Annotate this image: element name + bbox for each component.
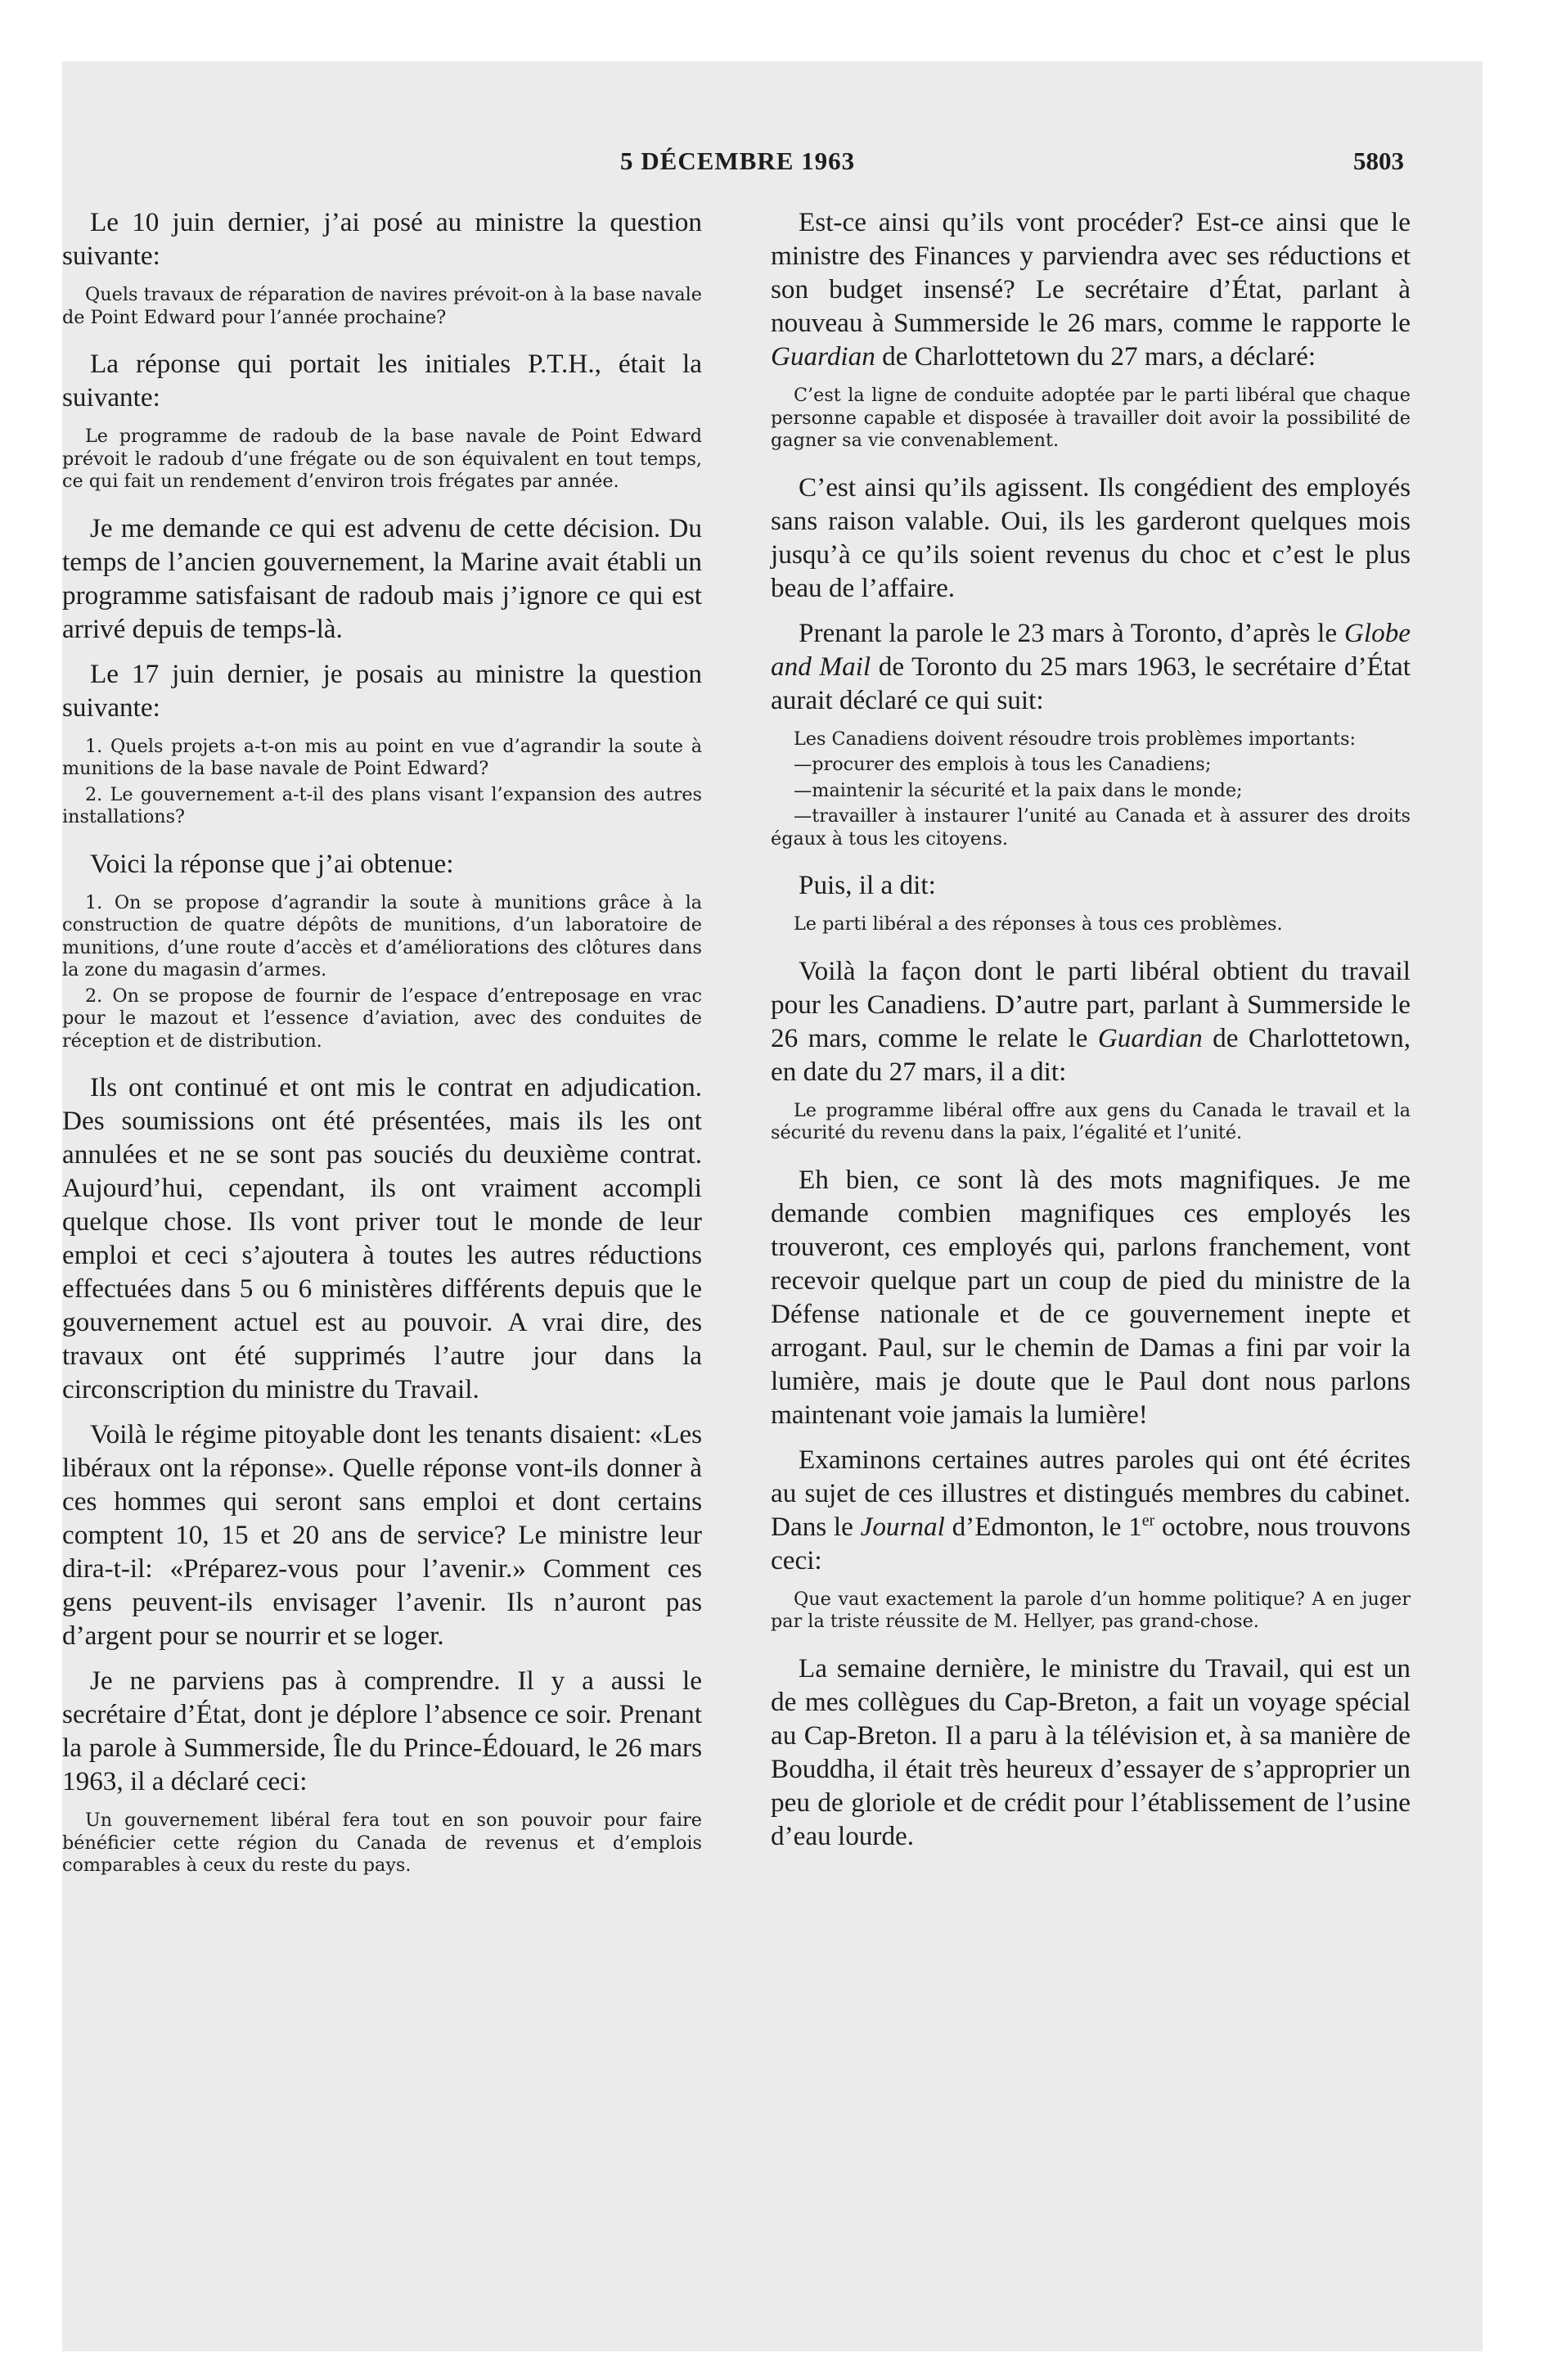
paragraph: Le 10 juin dernier, j’ai posé au ministre la question suivante: — [62, 207, 702, 271]
left-column — [62, 205, 702, 1895]
paragraph: La réponse qui portait les initiales P.T.H., était la suivante: — [62, 349, 702, 412]
page-number: 5803 — [1353, 146, 1404, 175]
paragraph: Je ne parviens pas à comprendre. Il y a aussi le secrétaire d’État, dont je déplore l’absence ce soir. Prenant la parole à Summerside, Île du Prince-Édouard, le 26 mars 1963, il a déclaré ceci: — [62, 1666, 702, 1796]
quotation: Que vaut exactement la parole d’un homme politique? A en juger par la triste réussite de M. Hellyer, pas grand-chose. — [771, 1588, 1411, 1632]
quotation: Le programme libéral offre aux gens du Canada le travail et la sécurité du revenu dans la paix, l’égalité et l’unité. — [771, 1099, 1411, 1143]
quotation: Un gouvernement libéral fera tout en son pouvoir pour faire bénéficier cette région du Canada de revenus et d’emplois comparables à ceux du reste du pays. — [62, 1810, 702, 1876]
quotation-item: 1. On se propose d’agrandir la soute à munitions grâce à la construction de quatre dépôts de munitions, d’un laboratoire de munitions, d’une route d’accès et d’améliorations des clôtures dans la zone du magasin d’armes. — [62, 891, 702, 980]
paragraph: C’est ainsi qu’ils agissent. Ils congédient des employés sans raison valable. Oui, ils les garderont quelques mois jusqu’à ce qu’ils soient revenus du choc et c’est le plus beau de l’affaire. — [771, 471, 1411, 603]
quotation: Le programme de radoub de la base navale de Point Edward prévoit le radoub d’une frégate ou de son équivalent en tout temps, ce qui fait un rendement d’environ trois frégates par année. — [62, 426, 702, 492]
paragraph: Je me demande ce qui est advenu de cette décision. Du temps de l’ancien gouvernement, la Marine avait établi un programme satisfaisant de radoub mais j’ignore ce qui est arrivé depuis de temps-là. — [62, 512, 702, 644]
scanned-page — [62, 61, 1483, 2351]
quotation: Quels travaux de réparation de navires prévoit-on à la base navale de Point Edward pour l’année prochaine? — [62, 284, 702, 328]
quotation-item: 2. Le gouvernement a-t-il des plans visant l’expansion des autres installations? — [62, 783, 702, 827]
quotation-item: —maintenir la sécurité et la paix dans le monde; — [794, 779, 1243, 801]
paragraph: Le 17 juin dernier, je posais au ministre la question suivante: — [62, 658, 702, 723]
paragraph: Eh bien, ce sont là des mots magnifiques. Je me demande combien magnifiques ces employés les trouveront, ces employés qui, parlons franchement, vont recevoir quelque part un coup de pied du ministre de la Défense nationale et de ce gouvernement inepte et arrogant. Paul, sur le chemin de Damas a fini par voir la lumière, mais je doute que le Paul dont nous parlons maintenant voie jamais la lumière! — [771, 1164, 1411, 1430]
right-column — [771, 205, 1411, 1864]
quotation-item: —travailler à instaurer l’unité au Canada et à assurer des droits égaux à tous les citoyens. — [771, 805, 1411, 850]
quotation-item: —procurer des emplois à tous les Canadiens; — [794, 754, 1212, 775]
quotation: C’est la ligne de conduite adoptée par le parti libéral que chaque personne capable et disposée à travailler doit avoir la possibilité de gagner sa vie convenablement. — [771, 385, 1411, 451]
paragraph: Ils ont continué et ont mis le contrat en adjudication. Des soumissions ont été présentées, mais ils les ont annulées et ne se sont pas souciés du deuxième contrat. Aujourd’hui, cependant, ils ont vraiment accompli quelque chose. Ils vont priver tout le monde de leur emploi et ceci s’ajoutera à toutes les autres réductions effectuées dans 5 ou 6 ministères différents depuis que le gouvernement actuel est au pouvoir. A vrai dire, des travaux ont été supprimés l’autre jour dans la circonscription du ministre du Travail. — [62, 1072, 702, 1404]
paragraph: Puis, il a dit: — [799, 870, 936, 900]
quotation: Les Canadiens doivent résoudre trois problèmes importants: — [794, 728, 1357, 750]
page-header — [62, 146, 1483, 183]
quotation-item: 1. Quels projets a-t-on mis au point en vue d’agrandir la soute à munitions de la base navale de Point Edward? — [62, 735, 702, 779]
paragraph: La semaine dernière, le ministre du Travail, qui est un de mes collègues du Cap-Breton, a fait un voyage spécial au Cap-Breton. Il a paru à la télévision et, à sa manière de Bouddha, il était très heureux d’essayer de s’approprier un peu de gloriole et de crédit pour l’établissement de l’usine d’eau lourde. — [771, 1652, 1411, 1851]
paragraph: Voilà le régime pitoyable dont les tenants disaient: «Les libéraux ont la réponse». Quelle réponse vont-ils donner à ces hommes qui seront sans emploi et dont certains comptent 10, 15 et 20 ans de service? Le ministre leur dira-t-il: «Préparez-vous pour l’avenir.» Comment ces gens peuvent-ils envisager l’avenir. Ils n’auront pas d’argent pour se nourrir et se loger. — [62, 1419, 702, 1651]
paragraph: Voilà la façon dont le parti libéral obtient du travail pour les Canadiens. D’autre part, parlant à Summerside le 26 mars, comme le relate le Guardian de Charlottetown, en date du 27 mars, il a dit: — [771, 955, 1411, 1087]
paragraph: Voici la réponse que j’ai obtenue: — [90, 848, 454, 879]
quotation-item: 2. On se propose de fournir de l’espace d’entreposage en vrac pour le mazout et l’essence d’aviation, avec des conduites de réception et de distribution. — [62, 985, 702, 1052]
header-date: 5 DÉCEMBRE 1963 — [620, 146, 856, 175]
quotation: Le parti libéral a des réponses à tous ces problèmes. — [794, 913, 1283, 935]
paragraph: Examinons certaines autres paroles qui ont été écrites au sujet de ces illustres et distingués membres du cabinet. Dans le Journal d’Edmonton, le 1er octobre, nous trouvons ceci: — [771, 1444, 1411, 1575]
paragraph: Prenant la parole le 23 mars à Toronto, d’après le Globe and Mail de Toronto du 25 mars 1963, le secrétaire d’État aurait déclaré ce qui suit: — [771, 617, 1411, 715]
paragraph: Est-ce ainsi qu’ils vont procéder? Est-ce ainsi que le ministre des Finances y parviendra avec ses réductions et son budget insensé? Le secrétaire d’État, parlant à nouveau à Summerside le 26 mars, comme le rapporte le Guardian de Charlottetown du 27 mars, a déclaré: — [771, 207, 1411, 372]
